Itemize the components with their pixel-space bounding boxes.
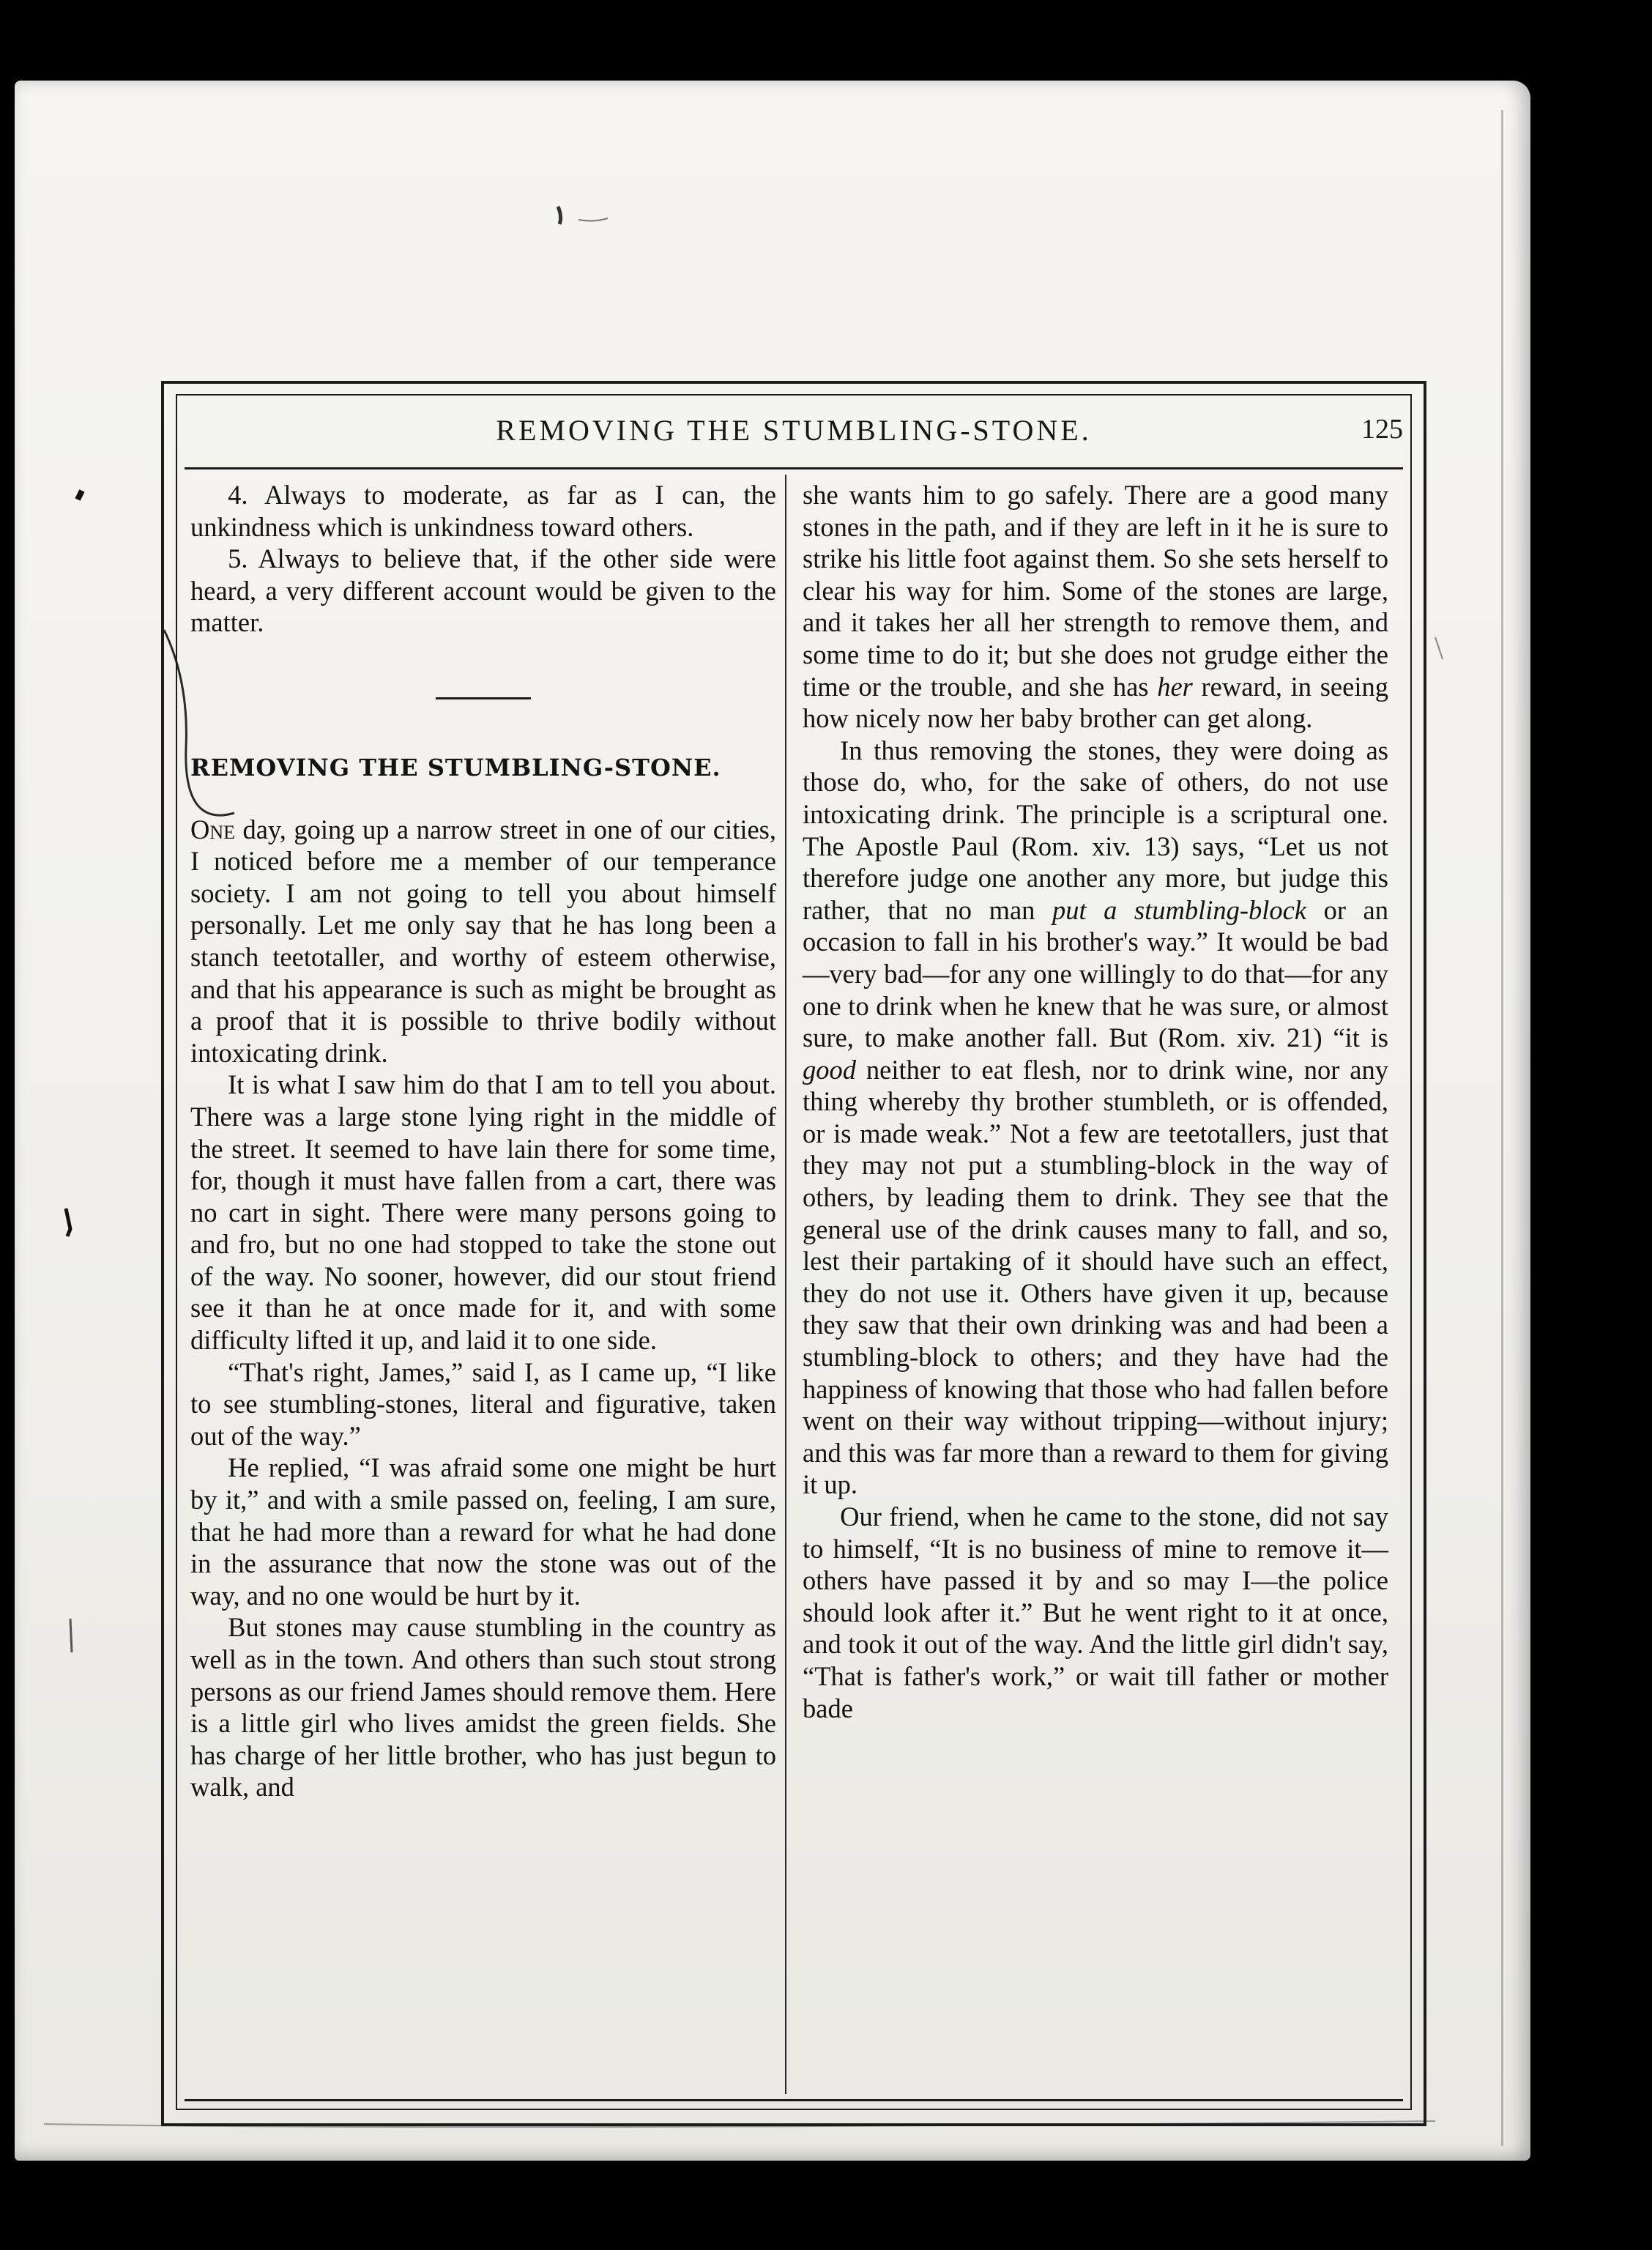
left-column [190, 479, 776, 1803]
emphasis: good [803, 1054, 856, 1085]
list-item: 5. Always to believe that, if the other side were heard, a very different account would be given to the matter. [190, 543, 776, 638]
running-head: REMOVING THE STUMBLING-STONE. [496, 414, 1092, 447]
page-frame [161, 381, 1426, 2126]
paragraph-text: day, going up a narrow street in one of our cities, I noticed before me a member of our temperance society. I am not going to tell you about himself personally. Let me only say that he has long been a stanch teetotaller, and worthy of esteem otherwise, and that his appearance is such as might be brought as a proof that it is possible to thrive bodily without intoxicating drink. [190, 814, 776, 1068]
opening-paragraph [190, 814, 776, 1069]
paragraph: “That's right, James,” said I, as I came up, “I like to see stumbling-stones, literal and figurative, taken out of the way.” [190, 1356, 776, 1451]
section-separator [436, 697, 531, 699]
header-rule [185, 467, 1403, 469]
footer-rule [185, 2099, 1403, 2101]
page-edge-shadow [1501, 110, 1503, 2146]
paragraph: But stones may cause stumbling in the country as well as in the town. And others than such stout strong persons as our friend James should remove them. Here is a little girl who lives amidst the green fields. She has charge of her little brother, who has just begun to walk, and [190, 1612, 776, 1802]
list-item: 4. Always to moderate, as far as I can, the unkindness which is unkindness toward others. [190, 480, 776, 542]
paragraph: Our friend, when he came to the stone, did not say to himself, “It is no business of mine to remove it—others have passed it by and so may I—the police should look after it.” But he went right to it at once, and took it out of the way. And the little girl didn't say, “That is father's work,” or wait till father or mother bade [803, 1501, 1388, 1723]
column-divider [785, 475, 786, 2094]
paragraph: she wants him to go safely. There are a good many stones in the path, and if they are left in it he is sure to strike his little foot against them. So she sets herself to clear his way for him. Some of the stones are large, and it takes her all her strength to remove them, and some time to do it; but she does not grudge either the time or the trouble, and she has her reward, in seeing how nicely now her baby brother can get along. [803, 480, 1388, 734]
page-number: 125 [1361, 414, 1403, 445]
paragraph: It is what I saw him do that I am to tell you about. There was a large stone lying right in the middle of the street. It seemed to have lain there for some time, for, though it must have fallen from a cart, there was no cart in sight. There were many persons going to and fro, but no one had stopped to take the stone out of the way. No sooner, however, did our stout friend see it than he at once made for it, and with some difficulty lifted it up, and laid it to one side. [190, 1069, 776, 1356]
emphasis: put a stumbling-block [1052, 894, 1307, 925]
scanned-page [15, 81, 1530, 2161]
section-title: REMOVING THE STUMBLING-STONE. [190, 753, 721, 781]
opening-word: One [190, 814, 236, 844]
paragraph: He replied, “I was afraid some one might be hurt by it,” and with a smile passed on, feeling, I am sure, that he had more than a reward for what he had done in the assurance that now the stone was out of the way, and no one would be hurt by it. [190, 1452, 776, 1611]
right-column [803, 479, 1388, 1724]
emphasis: her [1157, 671, 1193, 702]
paragraph: In thus removing the stones, they were doing as those do, who, for the sake of others, do not use intoxicating drink. The principle is a scriptural one. The Apostle Paul (Rom. xiv. 13) says, “Let us not therefore judge one another any more, but judge this rather, that no man put a stumbling-block or an occasion to fall in his brother's way.” It would be bad—very bad—for any one willingly to do that—for any one to drink when he knew that he was sure, or almost sure, to make another fall. But (Rom. xiv. 21) “it is good neither to eat flesh, nor to drink wine, nor any thing whereby thy brother stumbleth, or is offended, or is made weak.” Not a few are teetotallers, just that they may not put a stumbling-block in the way of others, by leading them to drink. They see that the general use of the drink causes many to fall, and so, lest their partaking of it should have such an effect, they do not use it. Others have given it up, because they saw that their own drinking was and had been a stumbling-block to others; and they have had the happiness of knowing that those who had fallen before went on their way without tripping—without injury; and this was far more than a reward to them for giving it up. [803, 735, 1389, 1500]
